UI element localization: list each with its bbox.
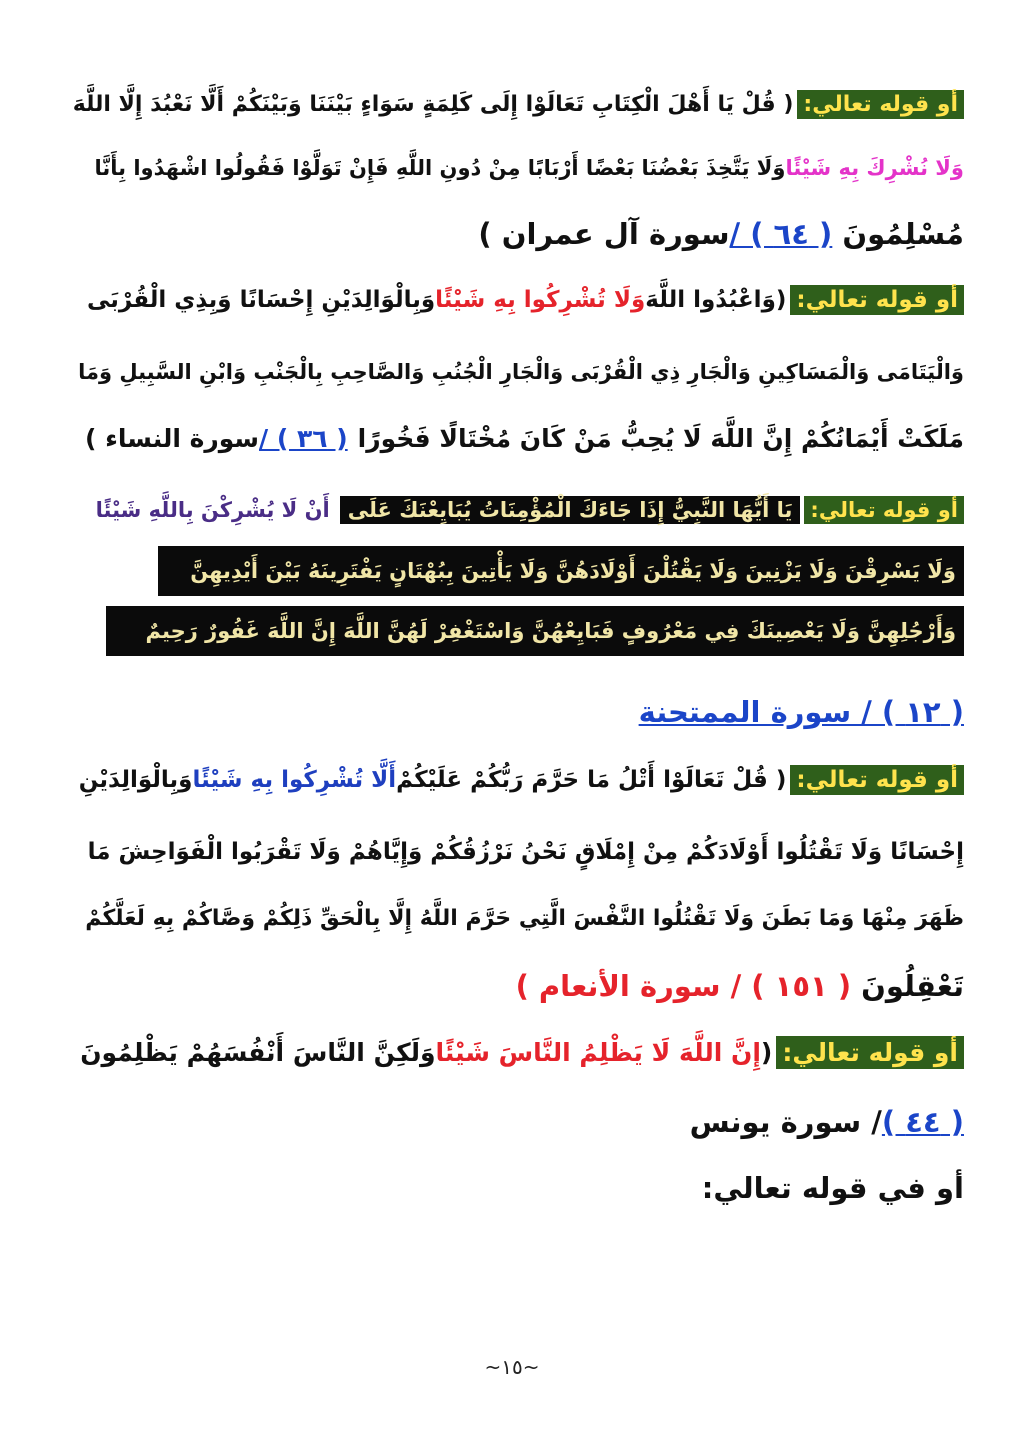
verse-reference-link[interactable]: ( ٣٦ ) / [259, 423, 348, 453]
highlighted-verse-dark: يَا أَيُّهَا النَّبِيُّ إِذَا جَاءَكَ الْمُؤْمِنَاتُ يُبَايِعْنَكَ عَلَى [340, 496, 801, 524]
highlighted-verse: أَلَّا تُشْرِكُوا بِهِ شَيْئًا [192, 767, 397, 793]
sura-name: / سورة يونس [689, 1105, 882, 1139]
verse-reference-link[interactable]: ( ٤٤ ) [881, 1105, 964, 1139]
block5-reference [60, 1094, 964, 1150]
page-number: ~١٥~ [484, 1355, 540, 1379]
verse-text: وَالْيَتَامَى وَالْمَسَاكِينِ وَالْجَارِ ذِي الْقُرْبَى وَالْجَارِ الْجُنُبِ وَالصَّاحِبِ بِالْجَنْبِ وَابْنِ السَّبِيلِ وَمَا [78, 360, 964, 384]
verse-reference-link[interactable]: ( ١٢ ) / سورة الممتحنة [638, 695, 964, 729]
block2-line3 [60, 410, 964, 466]
verse-text: وَأَرْجُلِهِنَّ وَلَا يَعْصِينَكَ فِي مَعْرُوفٍ فَبَايِعْهُنَّ وَاسْتَغْفِرْ لَهُنَّ اللَّهَ إِنَّ اللَّهَ غَفُورٌ رَحِيمٌ [145, 619, 956, 643]
intro-label-plain: أو في قوله تعالي: [701, 1171, 964, 1205]
block4-line1 [60, 752, 964, 808]
verse-text: إِحْسَانًا وَلَا تَقْتُلُوا أَوْلَادَكُمْ مِنْ إِمْلَاقٍ نَحْنُ نَرْزُقُكُمْ وَإِيَّاهُمْ وَلَا تَقْرَبُوا الْفَوَاحِشَ مَا [87, 839, 964, 865]
verse-text: وَلَا يَتَّخِذَ بَعْضُنَا بَعْضًا أَرْبَابًا مِنْ دُونِ اللَّهِ فَإِنْ تَوَلَّوْا فَقُولُوا اشْهَدُوا بِأَنَّا [94, 156, 786, 180]
block3-reference [60, 684, 964, 740]
verse-text: ظَهَرَ مِنْهَا وَمَا بَطَنَ وَلَا تَقْتُلُوا النَّفْسَ الَّتِي حَرَّمَ اللَّهُ إِلَّا بِالْحَقِّ ذَلِكُمْ وَصَّاكُمْ بِهِ لَعَلَّكُمْ [85, 905, 964, 931]
block1-line3 [60, 206, 964, 262]
sura-name: سورة النساء ) [85, 423, 260, 453]
intro-label: أو قوله تعالي: [776, 1036, 964, 1069]
block3-line1 [60, 482, 964, 538]
verse-text: وَلَا يَسْرِقْنَ وَلَا يَزْنِينَ وَلَا يَقْتُلْنَ أَوْلَادَهُنَّ وَلَا يَأْتِينَ بِبُهْتَانٍ يَفْتَرِينَهُ بَيْنَ أَيْدِيهِنَّ [190, 559, 956, 583]
block5-line1 [60, 1024, 964, 1080]
highlighted-verse: وَلَا نُشْرِكَ بِهِ شَيْئًا [785, 156, 964, 180]
verse-text: وَبِالْوَالِدَيْنِ [78, 767, 193, 793]
block4-line2 [60, 824, 964, 880]
block3-line2 [158, 546, 964, 596]
intro-label: أو قوله تعالي: [790, 285, 964, 315]
block1-line2 [60, 140, 964, 196]
intro-label: أو قوله تعالي: [797, 90, 964, 119]
verse-text: ( قُلْ تَعَالَوْا أَتْلُ مَا حَرَّمَ رَبُّكُمْ عَلَيْكُمْ [396, 767, 787, 793]
block2-line2 [60, 344, 964, 400]
sura-name: سورة آل عمران ) [478, 217, 730, 251]
block4-line4 [60, 958, 964, 1014]
verse-reference-link[interactable]: ( ٦٤ ) / [729, 217, 833, 251]
block1-line1 [60, 76, 964, 132]
verse-text: مُسْلِمُونَ [842, 217, 964, 251]
highlighted-verse: وَلَا تُشْرِكُوا بِهِ شَيْئًا [435, 287, 646, 313]
intro-label: أو قوله تعالي: [804, 496, 964, 524]
verse-text: ( قُلْ يَا أَهْلَ الْكِتَابِ تَعَالَوْا إِلَى كَلِمَةٍ سَوَاءٍ بَيْنَنَا وَبَيْنَكُمْ أَلَّا نَعْبُدَ إِلَّا اللَّهَ [72, 91, 794, 117]
last-intro-line [60, 1160, 964, 1216]
intro-label: أو قوله تعالي: [790, 765, 964, 795]
block4-line3 [60, 890, 964, 946]
highlighted-verse: أَنْ لَا يُشْرِكْنَ بِاللَّهِ شَيْئًا [95, 498, 330, 522]
highlighted-verse: إِنَّ اللَّهَ لَا يَظْلِمُ النَّاسَ شَيْئًا [435, 1037, 761, 1067]
verse-text: وَلَكِنَّ النَّاسَ أَنْفُسَهُمْ يَظْلِمُونَ [80, 1037, 436, 1067]
verse-text: مَلَكَتْ أَيْمَانُكُمْ إِنَّ اللَّهَ لَا يُحِبُّ مَنْ كَانَ مُخْتَالًا فَخُورًا [357, 423, 964, 453]
verse-text: وَبِالْوَالِدَيْنِ إِحْسَانًا وَبِذِي الْقُرْبَى [87, 287, 436, 313]
verse-text: (وَاعْبُدُوا اللَّهَ [645, 287, 787, 313]
verse-text: ( [760, 1037, 773, 1067]
block2-line1 [60, 272, 964, 328]
verse-reference: ( ١٥١ ) / سورة الأنعام ) [515, 969, 852, 1003]
verse-text: تَعْقِلُونَ [861, 969, 964, 1003]
block3-line3 [106, 606, 964, 656]
